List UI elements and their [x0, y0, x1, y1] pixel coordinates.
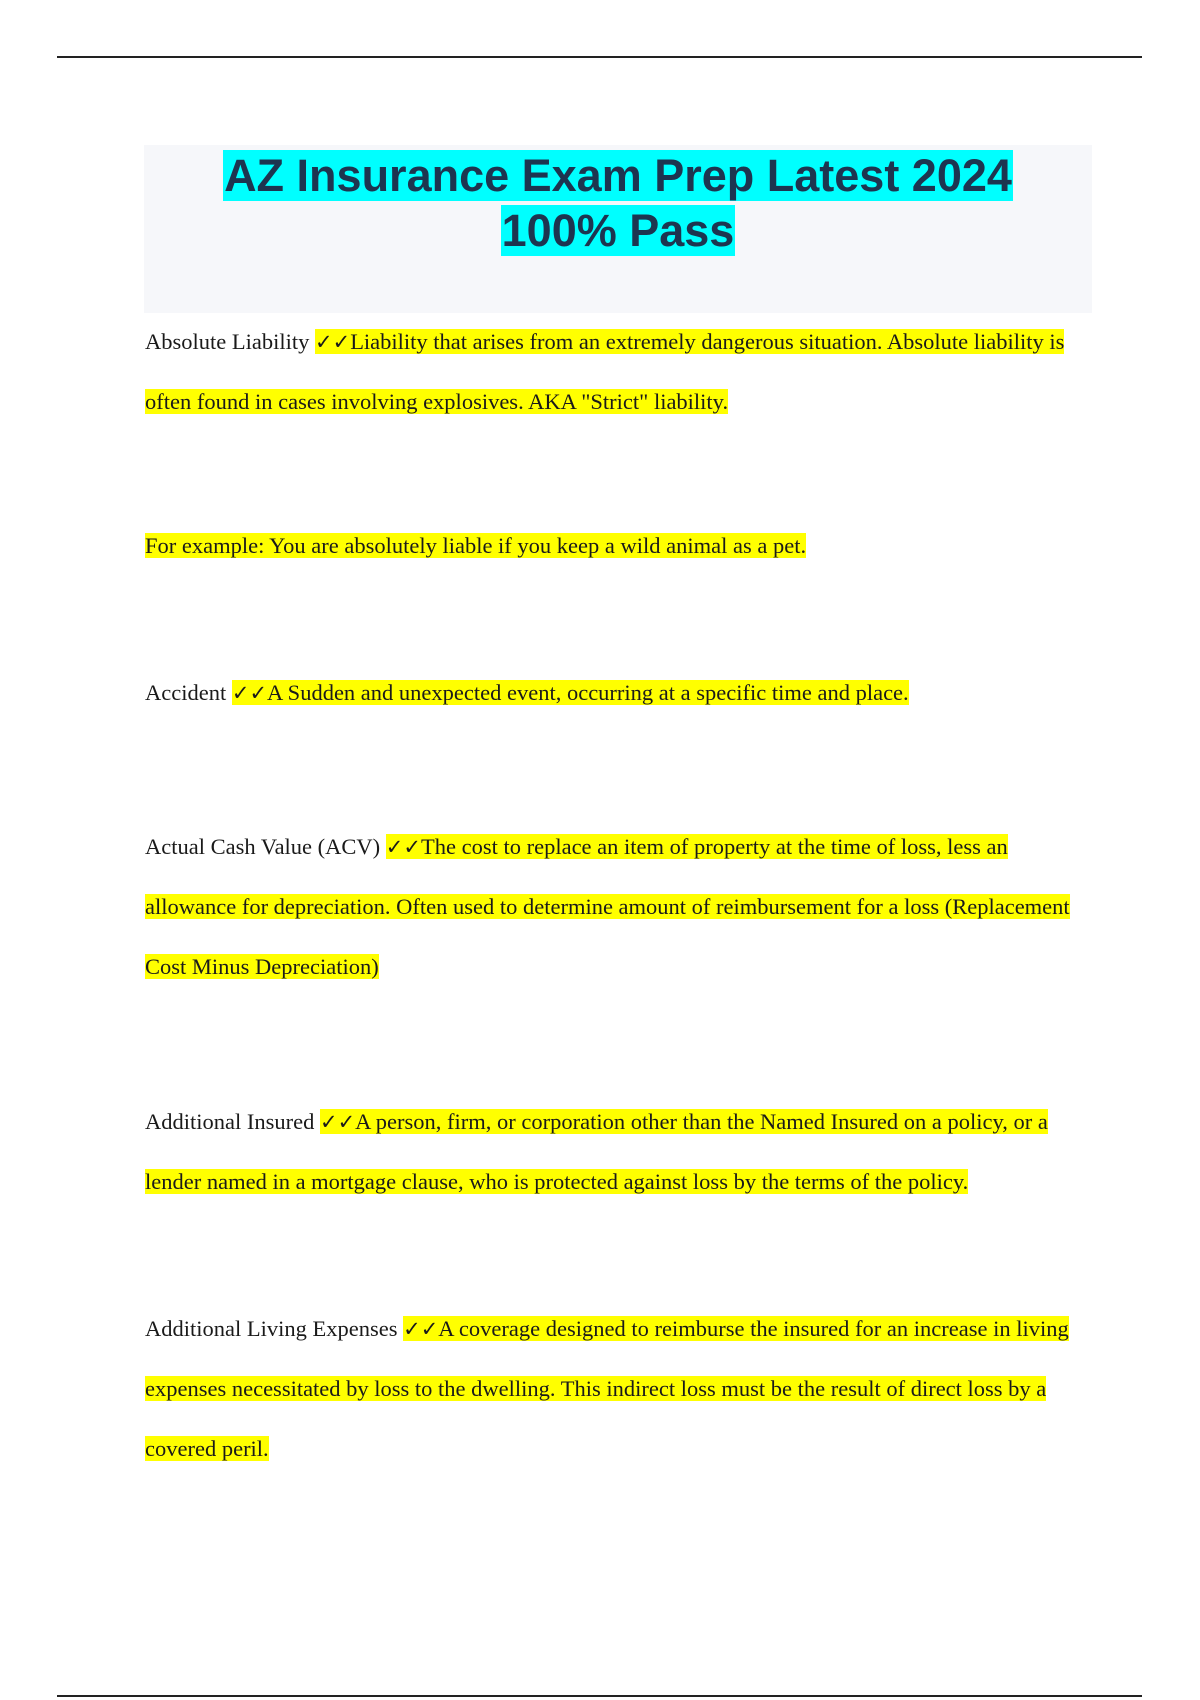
entry-term: Additional Living Expenses — [145, 1316, 398, 1341]
check-mark-icon: ✓✓ — [314, 330, 351, 354]
header-rule — [57, 56, 1142, 58]
glossary-entry-actual-cash-value — [145, 817, 1095, 997]
glossary-entry-accident — [145, 663, 1095, 723]
check-mark-icon: ✓✓ — [231, 681, 268, 705]
footer-rule — [57, 1695, 1142, 1697]
entry-term: Accident — [145, 680, 227, 705]
entry-definition-text: Liability that arises from an extremely dangerous situation. Absolute liability is often found in cases involving explosives. AKA "Strict" liability. — [145, 329, 1065, 414]
entry-definition-text: A Sudden and unexpected event, occurring at a specific time and place. — [267, 680, 909, 705]
entry-term: Actual Cash Value (ACV) — [145, 834, 381, 859]
check-mark-icon: ✓✓ — [403, 1317, 439, 1341]
check-mark-icon: ✓✓ — [319, 1110, 356, 1134]
example-text: For example: You are absolutely liable if you keep a wild animal as a pet. — [145, 533, 807, 558]
glossary-entry-additional-insured — [145, 1092, 1095, 1212]
entry-definition-text: A person, firm, or corporation other than the Named Insured on a policy, or a lender named in a mortgage clause, who is protected against loss by the terms of the policy. — [145, 1109, 1048, 1194]
glossary-example — [145, 516, 1095, 576]
document-title — [144, 145, 1092, 258]
entry-definition-text: A coverage designed to reimburse the insured for an increase in living expenses necessitated by loss to the dwelling. This indirect loss must be the result of direct loss by a covered peril. — [145, 1316, 1069, 1461]
title-block — [144, 145, 1092, 313]
entry-definition-text: The cost to replace an item of property at the time of loss, less an allowance for depreciation. Often used to determine amount of reimbursement for a loss (Replacement Cost Minus Depreciation) — [145, 834, 1070, 979]
title-line-2: 100% Pass — [501, 205, 735, 256]
check-mark-icon: ✓✓ — [385, 835, 421, 859]
glossary-entry-absolute-liability — [145, 312, 1095, 432]
entry-definition — [232, 680, 909, 705]
entry-term: Absolute Liability — [145, 329, 310, 354]
entry-term: Additional Insured — [145, 1109, 315, 1134]
title-line-1: AZ Insurance Exam Prep Latest 2024 — [224, 150, 1012, 201]
glossary-content — [145, 312, 1095, 1479]
glossary-entry-additional-living-expenses — [145, 1299, 1095, 1479]
